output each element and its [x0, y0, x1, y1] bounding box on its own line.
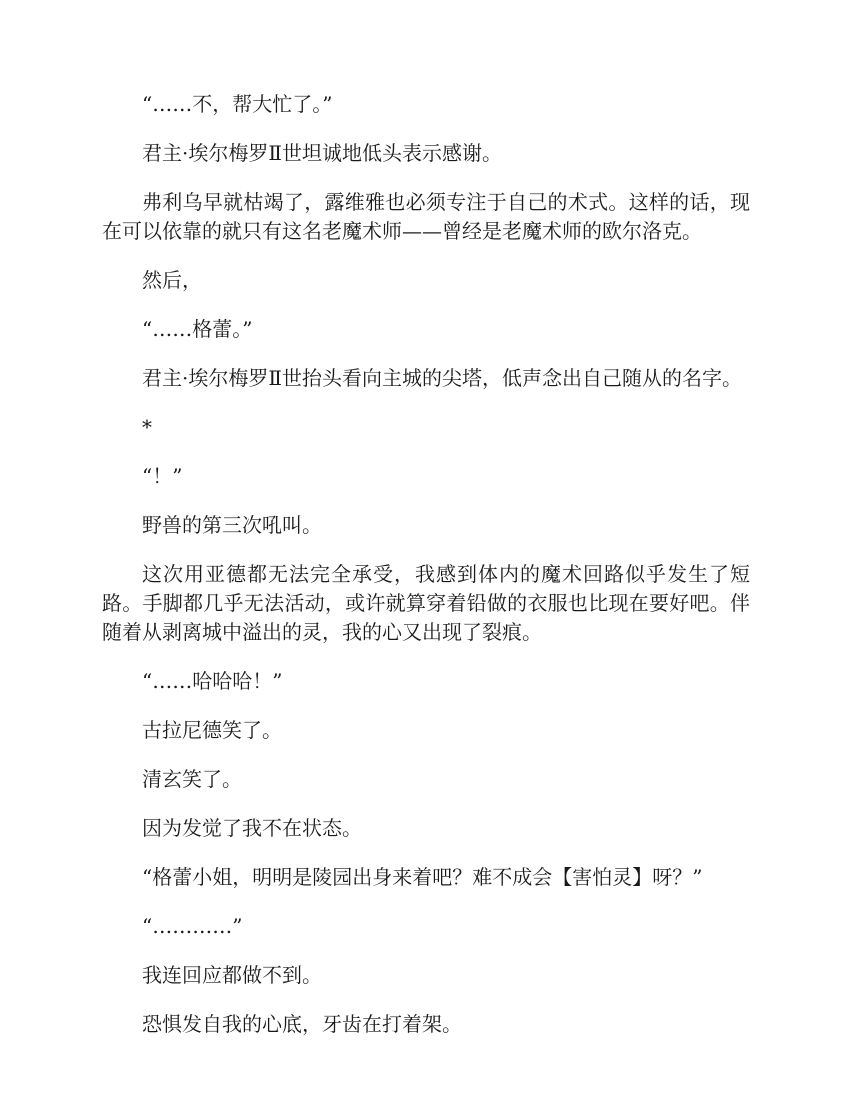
paragraph: 然后，	[142, 268, 202, 292]
paragraph: 因为发觉了我不在状态。	[142, 816, 362, 840]
paragraph: 古拉尼德笑了。	[142, 718, 282, 742]
paragraph: “格蕾小姐，明明是陵园出身来着吧？难不成会【害怕灵】呀？”	[142, 865, 703, 889]
paragraph: 君主·埃尔梅罗Ⅱ世抬头看向主城的尖塔，低声念出自己随从的名字。	[142, 366, 742, 390]
paragraph: 恐惧发自我的心底，牙齿在打着架。	[142, 1012, 462, 1036]
paragraph: “……哈哈哈！”	[142, 669, 283, 693]
paragraph: 野兽的第三次吼叫。	[142, 513, 322, 537]
paragraph: 君主·埃尔梅罗Ⅱ世坦诚地低头表示感谢。	[142, 141, 502, 165]
paragraph: 我连回应都做不到。	[142, 963, 322, 987]
document-page	[102, 90, 750, 1059]
paragraph: “！”	[142, 464, 183, 488]
paragraph: “…………”	[142, 914, 243, 938]
paragraph: 这次用亚德都无法完全承受，我感到体内的魔术回路似乎发生了短路。手脚都几乎无法活动，或许就算穿着铅做的衣服也比现在要好吧。伴随着从剥离城中溢出的灵，我的心又出现了裂痕。	[102, 562, 750, 644]
paragraph: 清玄笑了。	[142, 767, 242, 791]
paragraph: 弗利乌早就枯竭了，露维雅也必须专注于自己的术式。这样的话，现在可以依靠的就只有这名老魔术师——曾经是老魔术师的欧尔洛克。	[102, 190, 750, 243]
paragraph: “……格蕾。”	[142, 317, 253, 341]
scene-break: *	[142, 415, 152, 439]
paragraph: “……不，帮大忙了。”	[142, 92, 333, 116]
